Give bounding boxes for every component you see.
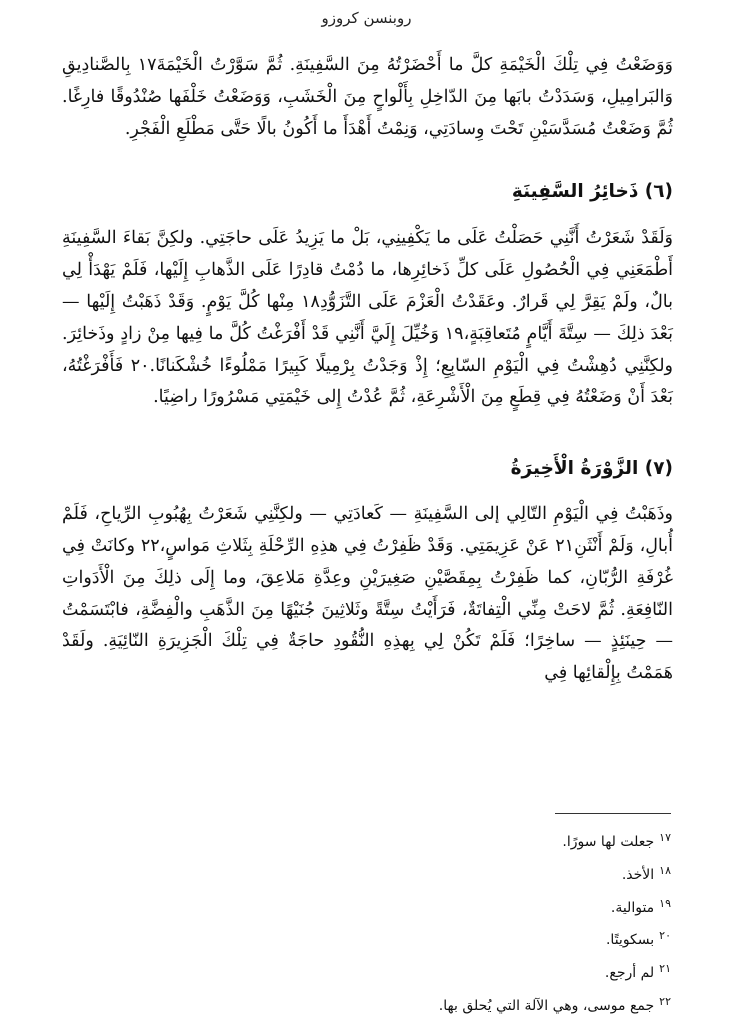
footnote-text: لم أرجع. bbox=[604, 965, 655, 982]
paragraph-2: وَلَقَدْ شَعَرْتُ أَنَّنِي حَصَلْتُ عَلَى ما يَكْفِينِي، بَلْ ما يَزِيدُ عَلَى حاجَتِي. ولكِنَّ بَقاءَ السَّفِينَةِ أَطْمَعَنِي فِي الْحُصُولِ عَلَى كلِّ ذَخائِرِها، ما دُمْتُ قادِرًا عَلَى الذَّهابِ إِلَيْها، فَلَمْ يَهْدَأْ لِي بالٌ، ولَمْ يَقِرَّ لِي قَرارٌ. وعَقَدْتُ الْعَزْمَ عَلَى التَّزَوُّدِ١٨ مِنْها كُلَّ يَوْمٍ. وَقَدْ ذَهَبْتُ إِلَيْها — بَعْدَ ذلِكَ — سِتَّةَ أَيَّامٍ مُتَعاقِبَةٍ،١٩ وَخُيِّلَ إِلَيَّ أَنَّنِي قَدْ أَفْرَغْتُ كُلَّ ما فِيها مِنْ زادٍ وذَخائِرَ. ولكِنَّنِي دُهِشْتُ فِي الْيَوْمِ السّابِعِ؛ إِذْ وَجَدْتُ بِرْمِيلًا كَبِيرًا مَمْلُوءًا خُشْكَنانًا.٢٠ فَأَفْرَغْتُهُ، بَعْدَ أَنْ وَضَعْتُهُ فِي قِطَعٍ مِنَ الْأَشْرِعَةِ، ثُمَّ عُدْتُ إِلى خَيْمَتِي مَسْرُورًا راضِيًا. bbox=[62, 228, 673, 408]
footnote-text: بسكويتًا. bbox=[605, 932, 655, 949]
footnote-text: جمع موسى، وهي الآلة التي يُحلق بها. bbox=[438, 997, 655, 1014]
running-head: روبنسن كروزو bbox=[321, 9, 412, 27]
footnote-number: ٢٢ bbox=[659, 994, 671, 1008]
footnote-text: الأخذ. bbox=[621, 866, 655, 883]
footnote-text: متوالية. bbox=[610, 899, 655, 916]
body-text bbox=[62, 50, 673, 690]
section-heading-7: (٧) الزَّوْرَةُ الْأَخِيرَةُ bbox=[510, 458, 673, 480]
footnote bbox=[60, 922, 671, 955]
paragraph-1: وَوَضَعْتُ فِي تِلْكَ الْخَيْمَةِ كلَّ ما أَحْضَرْتُهُ مِنَ السَّفِينَةِ. ثُمَّ سَوَّرْتُ الْخَيْمَةَ١٧ بِالصَّنادِيقِ وَالبَرامِيلِ، وَسَدَدْتُ بابَها مِنَ الدّاخِلِ بِأَلْواحٍ مِنَ الْخَشَبِ، وَوَضَعْتُ خَلْفَها صُنْدُوقًا فارِغًا. ثُمَّ وَضَعْتُ مُسَدَّسَيْنِ تَحْتَ وِسادَتِي، وَنِمْتُ أَهْدَأَ ما أَكُونُ بالًا حَتَّى مَطْلَعِ الْفَجْرِ. bbox=[62, 55, 673, 139]
footnote-number: ٢٠ bbox=[659, 929, 671, 943]
footnote-text: جعلت لها سورًا. bbox=[562, 834, 655, 850]
footnote-number: ١٧ bbox=[659, 831, 671, 844]
footnote bbox=[60, 988, 671, 1021]
section-heading-6: (٦) ذَخائِرُ السَّفِينَةِ bbox=[511, 181, 673, 203]
paragraph-3: وذَهَبْتُ فِي الْيَوْمِ التّالِي إلى السَّفِينَةِ — كَعادَتِي — ولكِنَّنِي شَعَرْتُ بِهُبُوبِ الرِّياحِ، فَلَمْ أُبالِ، وَلَمْ أَنْثَنِ٢١ عَنْ عَزِيمَتِي. وَقَدْ ظَفِرْتُ فِي هذِهِ الرِّحْلَةِ بِثَلاثِ مَواسٍ،٢٢ وكانَتْ فِي غُرْفَةِ الرُّبّانِ، كما ظَفِرْتُ بِمِقَصَّيْنِ صَغِيرَيْنِ وعِدَّةِ مَلاعِقَ، وما إِلَى ذلِكَ مِنَ الْأَدَواتِ النّافِعَةِ. ثُمَّ لاحَتْ مِنِّي الْتِفاتَةٌ، فَرَأَيْتُ سِتَّةً وثَلاثِينَ جُنَيْهًا مِنَ الذَّهَبِ والْفِضَّةِ، فابْتَسَمْتُ — حِينَئِذٍ — ساخِرًا؛ فَلَمْ تَكُنْ لِي بِهذِهِ النُّقُودِ حاجَةٌ فِي تِلْكَ الْجَزِيرَةِ النّائِيَةِ. ولَقَدْ هَمَمْتُ بِإِلْقائِها فِي bbox=[62, 504, 673, 684]
footnote-number: ١٩ bbox=[659, 896, 671, 910]
footnote-number: ١٨ bbox=[659, 863, 671, 877]
footnote bbox=[60, 955, 671, 988]
footnote bbox=[60, 824, 671, 857]
footnote bbox=[60, 890, 671, 923]
footnote bbox=[60, 857, 671, 890]
footnotes bbox=[60, 824, 671, 1021]
footnote-number: ٢١ bbox=[659, 962, 671, 976]
footnote-separator bbox=[555, 813, 671, 814]
